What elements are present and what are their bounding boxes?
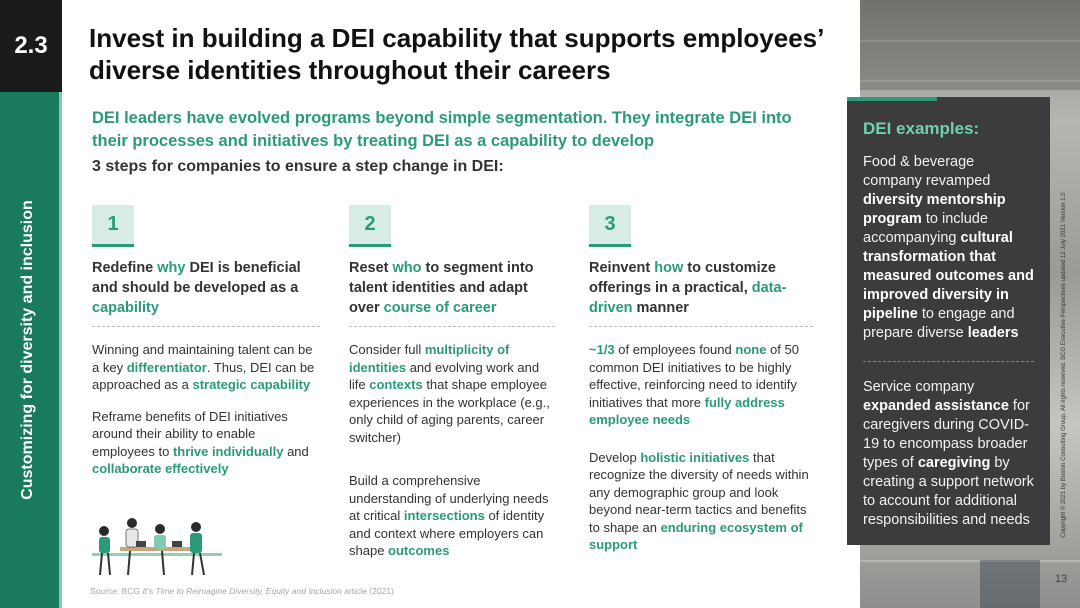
step-3-body bbox=[589, 341, 813, 554]
step-3-badge: 3 bbox=[589, 205, 631, 247]
emphasis-text: enduring ecosystem of support bbox=[589, 519, 803, 552]
step-1-para-2: Reframe benefits of DEI initiatives around their ability to enable employees to thrive individually and collaborate effectively bbox=[92, 408, 309, 476]
step-2-column bbox=[349, 258, 555, 574]
step-1-body bbox=[92, 341, 320, 478]
page-title: Invest in building a DEI capability that supports employees’ diverse identities throughout their careers bbox=[89, 23, 823, 85]
example-2: Service company expanded assistance for caregivers during COVID-19 to encompass broader types of caregiving by creating a support network to account for additional responsibilities and needs bbox=[863, 379, 1034, 528]
page-number: 13 bbox=[1055, 573, 1068, 585]
examples-title: DEI examples: bbox=[863, 119, 980, 138]
emphasis-text: capability bbox=[92, 300, 159, 316]
examples-panel bbox=[847, 97, 1050, 545]
emphasis-text: cultural transformation that measured outcomes and improved diversity in pipeline bbox=[863, 230, 1034, 322]
emphasis-text: caregiving bbox=[917, 455, 991, 471]
source-suffix: article (2021) bbox=[341, 586, 394, 596]
example-1: Food & beverage company revamped diversity mentorship program to include accompanying cultural transformation that measured outcomes and improved diversity in pipeline to engage and prepare diverse leaders bbox=[863, 154, 1034, 341]
emphasis-text: differentiator bbox=[126, 359, 207, 375]
emphasis-text: strategic capability bbox=[192, 377, 311, 392]
emphasis-text: multiplicity of identities bbox=[349, 342, 510, 375]
step-2-para-2: Build a comprehensive understanding of underlying needs at critical intersections of identity and context where employers can shape outcomes bbox=[349, 473, 549, 558]
section-label: Customizing for diversity and inclusion bbox=[19, 200, 36, 500]
emphasis-text: data-driven bbox=[589, 280, 787, 316]
emphasis-text: thrive individually bbox=[172, 443, 284, 459]
emphasis-text: how bbox=[654, 260, 684, 276]
emphasis-text: collaborate effectively bbox=[92, 461, 229, 476]
step-2-heading: Reset who to segment into talent identities and adapt over course of career bbox=[349, 260, 534, 316]
divider bbox=[863, 361, 1034, 362]
emphasis-text: none bbox=[735, 342, 767, 357]
emphasis-text: why bbox=[157, 260, 186, 276]
divider bbox=[349, 326, 555, 327]
step-1-column bbox=[92, 258, 320, 492]
emphasis-text: who bbox=[392, 260, 422, 276]
emphasis-text: outcomes bbox=[388, 543, 450, 558]
page-subtitle: DEI leaders have evolved programs beyond simple segmentation. They integrate DEI into their processes and initiatives by treating DEI as a capability to develop bbox=[92, 109, 792, 150]
step-1-heading: Redefine why DEI is beneficial and should be developed as a capability bbox=[92, 260, 301, 316]
source-title: It’s Time to Reimagine Diversity, Equity and Inclusion bbox=[142, 586, 342, 596]
source-note bbox=[90, 586, 394, 596]
divider bbox=[589, 326, 813, 327]
emphasis-text: diversity mentorship program bbox=[863, 192, 1006, 227]
step-3-column bbox=[589, 258, 813, 568]
step-2-badge: 2 bbox=[349, 205, 391, 247]
steps-intro: 3 steps for companies to ensure a step change in DEI: bbox=[92, 158, 504, 175]
step-3-para-1: ~1/3 of employees found none of 50 common DEI initiatives to be highly effective, reinforcing need to identify initiatives that more fully address employee needs bbox=[589, 342, 799, 427]
section-number: 2.3 bbox=[0, 0, 62, 92]
emphasis-text: leaders bbox=[967, 325, 1019, 341]
step-2-para-1: Consider full multiplicity of identities and evolving work and life contexts that shape employee experiences in the workplace (e.g., only child of aging parents, career switcher) bbox=[349, 342, 550, 445]
step-3-heading: Reinvent how to customize offerings in a practical, data-driven manner bbox=[589, 260, 787, 316]
step-1-badge: 1 bbox=[92, 205, 134, 247]
emphasis-text: contexts bbox=[369, 377, 423, 392]
panel-accent-bar bbox=[847, 97, 937, 101]
copyright-note: Copyright © 2021 by Boston Consulting Group. All rights reserved. BCG Executive Perspectives updated 12 July 2021 Version 1.0 bbox=[1061, 192, 1067, 538]
emphasis-text: course of career bbox=[383, 300, 497, 316]
emphasis-text: ~1/3 bbox=[589, 342, 615, 357]
team-meeting-illustration bbox=[92, 513, 222, 579]
divider bbox=[92, 326, 320, 327]
emphasis-text: holistic initiatives bbox=[640, 449, 750, 465]
emphasis-text: fully address employee needs bbox=[589, 394, 785, 427]
source-prefix: Source: BCG bbox=[90, 586, 143, 596]
emphasis-text: intersections bbox=[403, 508, 485, 523]
step-3-para-2: Develop holistic initiatives that recognize the diversity of needs within any demographic group and look beyond near-term tactics and benefits to shape an enduring ecosystem of support bbox=[589, 449, 809, 552]
emphasis-text: expanded assistance bbox=[863, 398, 1009, 414]
step-1-para-1: Winning and maintaining talent can be a key differentiator. Thus, DEI can be approached as a strategic capability bbox=[92, 342, 315, 392]
step-2-body bbox=[349, 341, 555, 560]
